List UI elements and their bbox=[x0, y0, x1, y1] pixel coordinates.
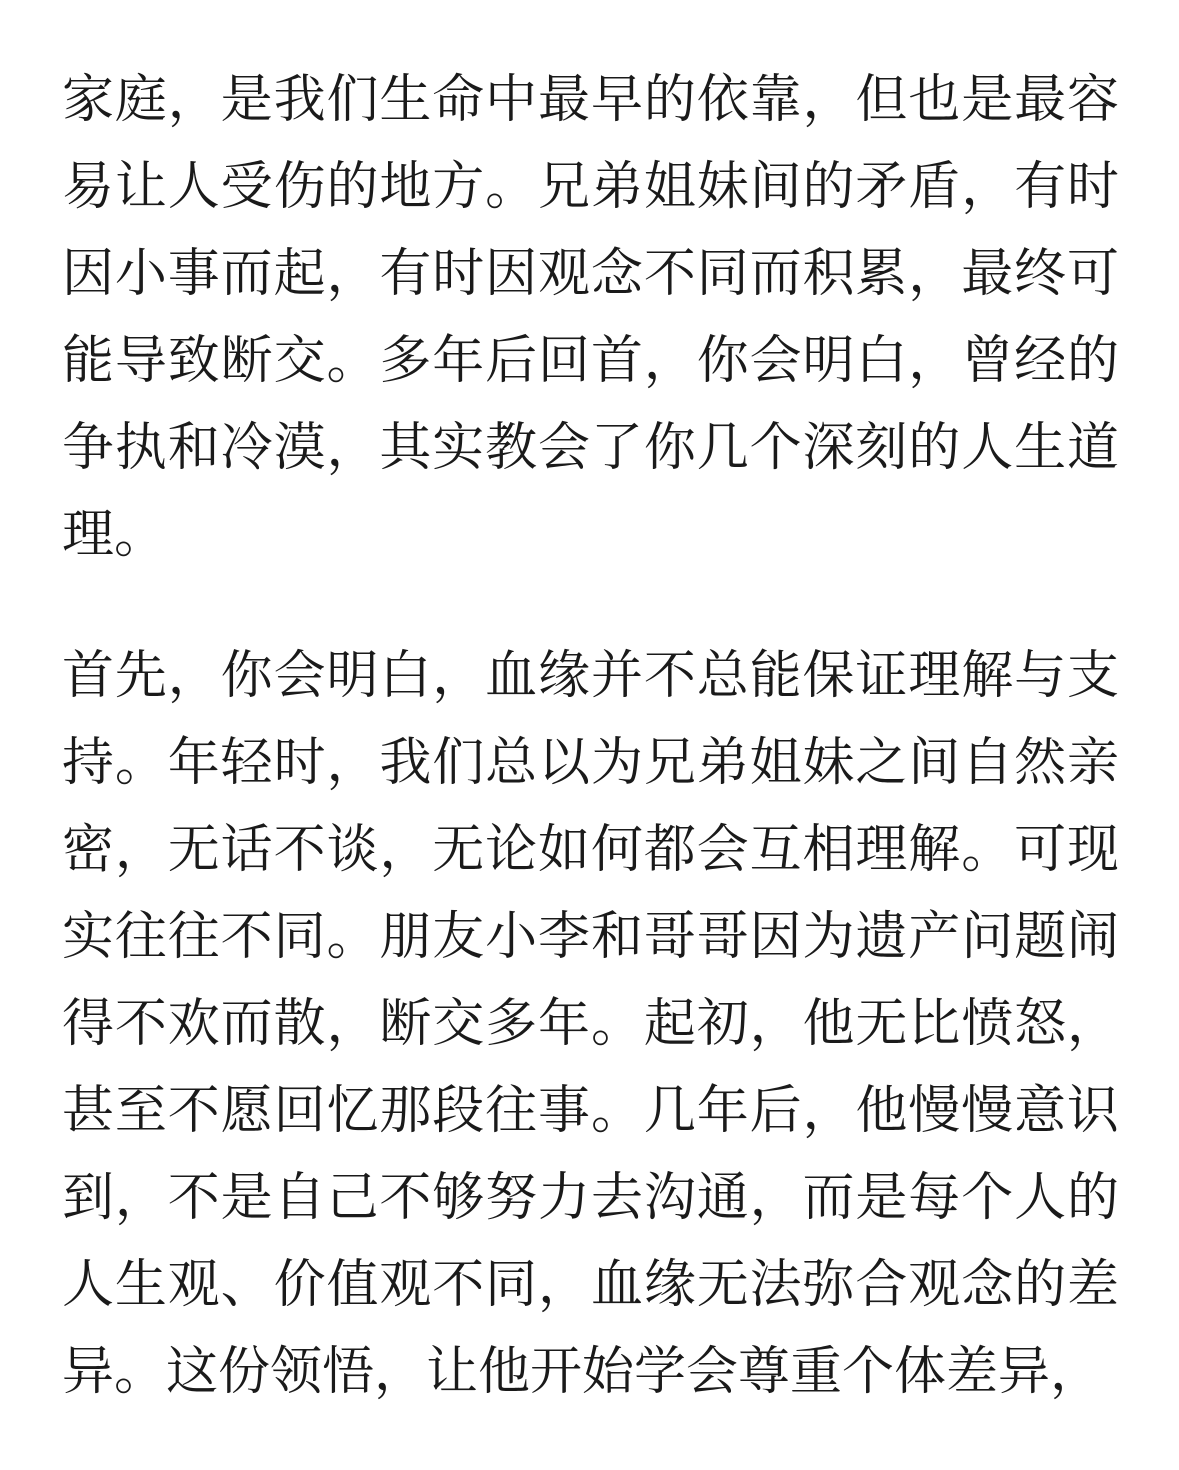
paragraph-first-point: 首先，你会明白，血缘并不总能保证理解与支持。年轻时，我们总以为兄弟姐妹之间自然亲密，无话不谈，无论如何都会互相理解。可现实往往不同。朋友小李和哥哥因为遗产问题闹得不欢而散，断交多年。起初，他无比愤怒，甚至不愿回忆那段往事。几年后，他慢慢意识到，不是自己不够努力去沟通，而是每个人的人生观、价值观不同，血缘无法弥合观念的差异。这份领悟，让他开始学会尊重个体差异， bbox=[62, 646, 1119, 1402]
paragraph-intro: 家庭，是我们生命中最早的依靠，但也是最容易让人受伤的地方。兄弟姐妹间的矛盾，有时因小事而起，有时因观念不同而积累，最终可能导致断交。多年后回首，你会明白，曾经的争执和冷漠，其实教会了你几个深刻的人生道理。 bbox=[62, 70, 1119, 565]
article-body bbox=[62, 57, 1119, 1470]
